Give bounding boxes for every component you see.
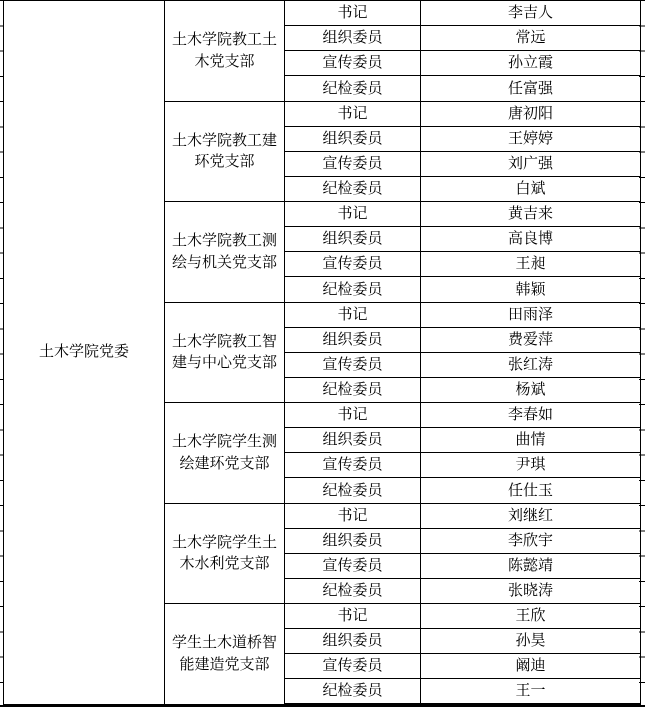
position-cell: 组织委员 [285,126,421,151]
position-cell: 宣传委员 [285,252,421,277]
name-cell: 黄吉来 [421,202,641,227]
name-cell: 李欣宇 [421,528,641,553]
branch-cell: 土木学院教工建环党支部 [165,101,285,202]
name-cell: 杨斌 [421,377,641,402]
name-cell: 白斌 [421,176,641,201]
position-cell: 纪检委员 [285,478,421,503]
name-cell: 田雨泽 [421,302,641,327]
position-cell: 宣传委员 [285,151,421,176]
position-cell: 书记 [285,403,421,428]
position-cell: 书记 [285,302,421,327]
branch-cell: 土木学院教工智建与中心党支部 [165,302,285,403]
name-cell: 高良博 [421,227,641,252]
name-cell: 常远 [421,26,641,51]
position-cell: 纪检委员 [285,679,421,704]
name-cell: 韩颖 [421,277,641,302]
name-cell: 刘继红 [421,503,641,528]
position-cell: 纪检委员 [285,76,421,101]
position-cell: 宣传委员 [285,51,421,76]
position-cell: 宣传委员 [285,553,421,578]
name-cell: 孙昊 [421,629,641,654]
name-cell: 张红涛 [421,352,641,377]
position-cell: 书记 [285,101,421,126]
branch-cell: 学生土木道桥智能建造党支部 [165,604,285,705]
position-cell: 纪检委员 [285,578,421,603]
position-cell: 书记 [285,604,421,629]
name-cell: 唐初阳 [421,101,641,126]
committee-cell: 土木学院党委 [4,1,165,705]
position-cell: 宣传委员 [285,352,421,377]
name-cell: 李吉人 [421,1,641,26]
name-cell: 费爱萍 [421,327,641,352]
branch-cell: 土木学院学生测绘建环党支部 [165,403,285,504]
position-cell: 纪检委员 [285,277,421,302]
name-cell: 阚迪 [421,654,641,679]
name-cell: 任富强 [421,76,641,101]
roster-table [3,0,641,705]
position-cell: 纪检委员 [285,377,421,402]
position-cell: 组织委员 [285,327,421,352]
name-cell: 孙立霞 [421,51,641,76]
branch-cell: 土木学院学生土木水利党支部 [165,503,285,604]
position-cell: 书记 [285,202,421,227]
position-cell: 组织委员 [285,227,421,252]
name-cell: 任仕玉 [421,478,641,503]
name-cell: 刘广强 [421,151,641,176]
branch-cell: 土木学院教工土木党支部 [165,1,285,102]
name-cell: 尹琪 [421,453,641,478]
position-cell: 组织委员 [285,26,421,51]
position-cell: 书记 [285,1,421,26]
name-cell: 王婷婷 [421,126,641,151]
position-cell: 宣传委员 [285,654,421,679]
name-cell: 李春如 [421,403,641,428]
position-cell: 纪检委员 [285,176,421,201]
position-cell: 组织委员 [285,528,421,553]
name-cell: 王欣 [421,604,641,629]
position-cell: 宣传委员 [285,453,421,478]
name-cell: 曲情 [421,428,641,453]
name-cell: 王昶 [421,252,641,277]
name-cell: 王一 [421,679,641,704]
position-cell: 组织委员 [285,629,421,654]
table-row [4,1,641,26]
name-cell: 陈懿靖 [421,553,641,578]
position-cell: 组织委员 [285,428,421,453]
branch-cell: 土木学院教工测绘与机关党支部 [165,202,285,303]
position-cell: 书记 [285,503,421,528]
name-cell: 张晓涛 [421,578,641,603]
